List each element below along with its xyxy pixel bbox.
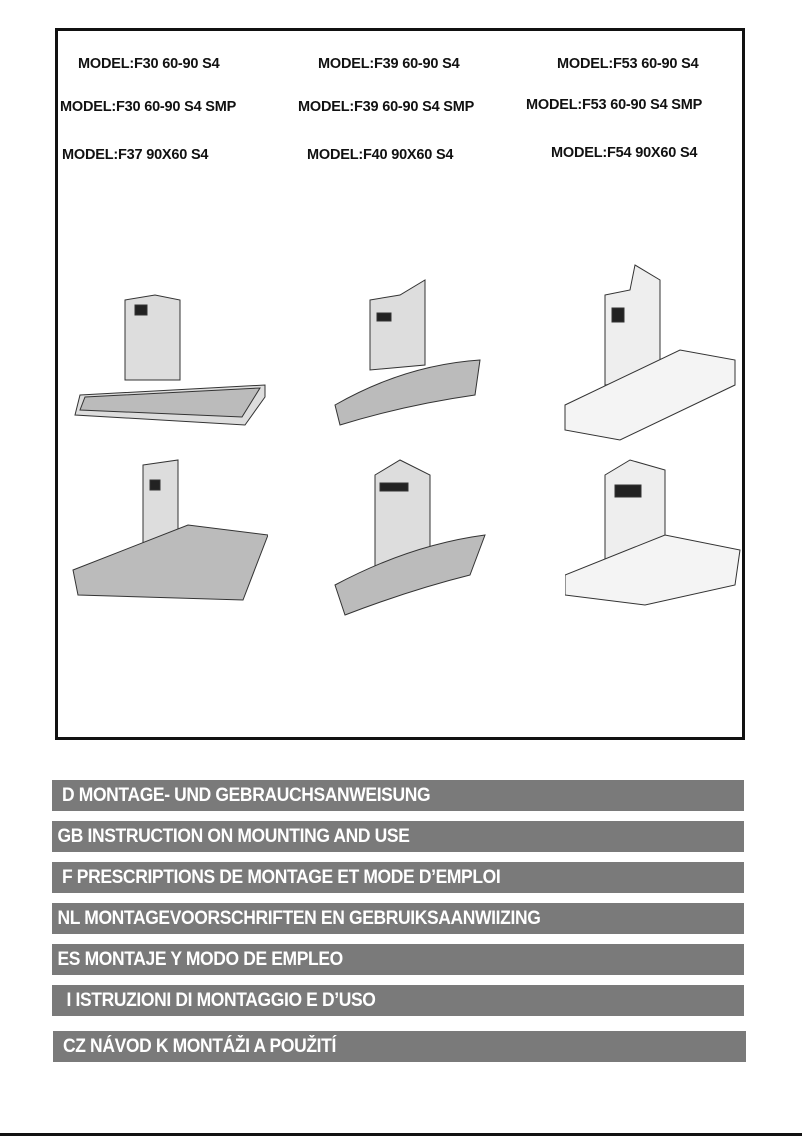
language-bar-fr: F PRESCRIPTIONS DE MONTAGE ET MODE D’EMPLOI	[52, 862, 744, 893]
language-bar-es: ES MONTAJE Y MODO DE EMPLEO	[52, 944, 744, 975]
hood-illustration-box-square	[565, 455, 745, 615]
model-label: MODEL:F39 60-90 S4 SMP	[298, 99, 475, 115]
language-bar-it: I ISTRUZIONI DI MONTAGGIO E D’USO	[52, 985, 744, 1016]
hood-illustration-box	[560, 260, 740, 450]
hood-illustration-flat-glass-square	[68, 455, 268, 605]
model-label: MODEL:F53 60-90 S4	[557, 56, 699, 72]
model-label: MODEL:F40 90X60 S4	[307, 147, 454, 163]
language-bar-de: D MONTAGE- UND GEBRAUCHSANWEISUNG	[52, 780, 744, 811]
language-bar-cz: CZ NÁVOD K MONTÁŽI A POUŽITÍ	[53, 1031, 746, 1062]
model-label: MODEL:F30 60-90 S4 SMP	[60, 99, 237, 115]
model-label: MODEL:F30 60-90 S4	[78, 56, 220, 72]
model-label: MODEL:F54 90X60 S4	[551, 145, 698, 161]
model-label: MODEL:F53 60-90 S4 SMP	[526, 97, 703, 113]
hood-illustration-curved-glass	[325, 275, 485, 435]
model-label: MODEL:F39 60-90 S4	[318, 56, 460, 72]
hood-illustration-curved-glass-square	[330, 455, 490, 625]
hood-illustration-flat-glass	[70, 285, 270, 435]
language-bar-nl: NL MONTAGEVOORSCHRIFTEN EN GEBRUIKSAANWIIZING	[52, 903, 744, 934]
model-label: MODEL:F37 90X60 S4	[62, 147, 209, 163]
language-bar-gb: GB INSTRUCTION ON MOUNTING AND USE	[52, 821, 744, 852]
